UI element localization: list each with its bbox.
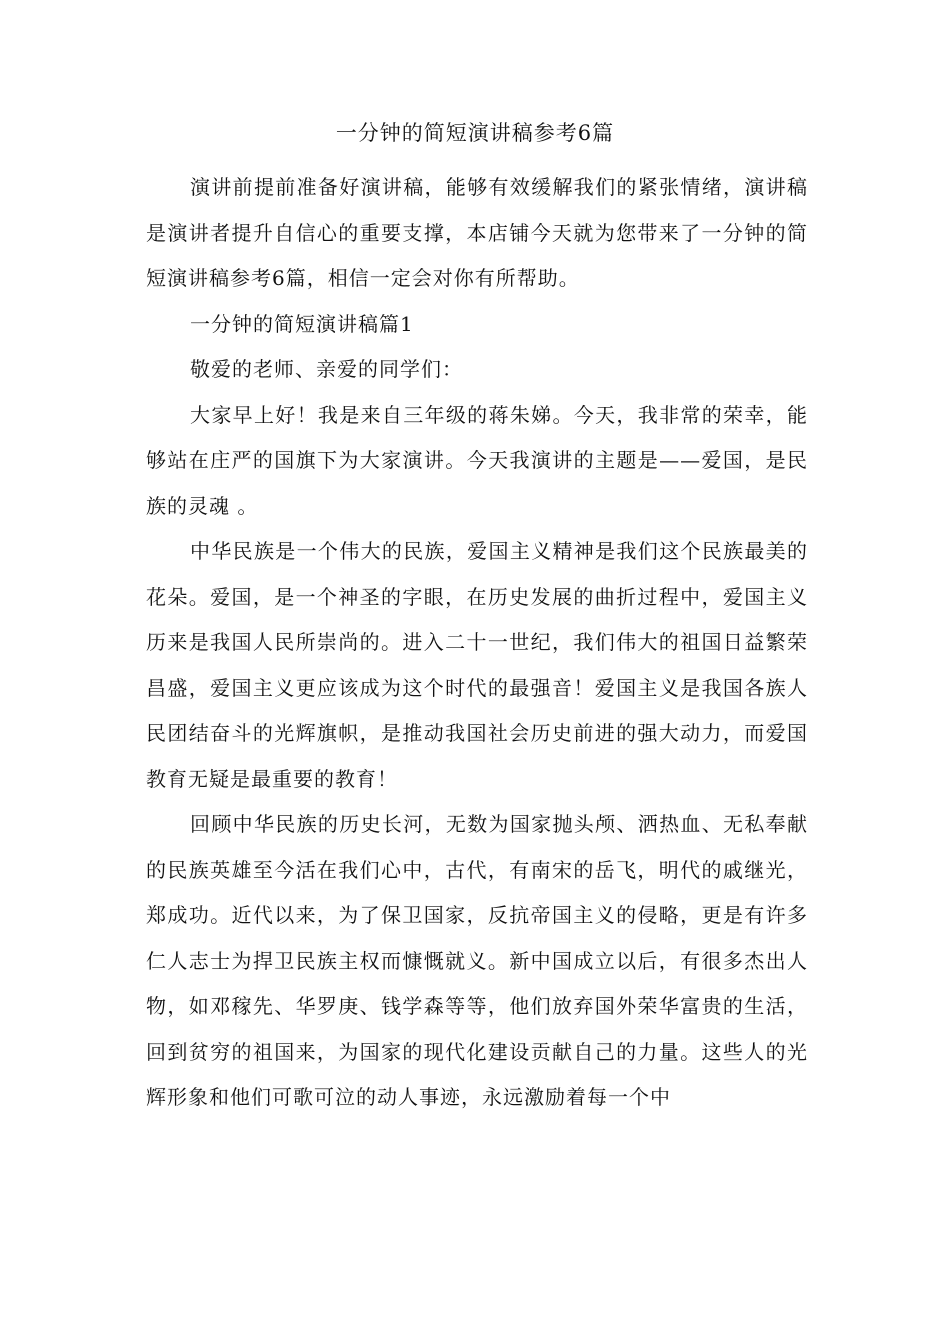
document-body: [146, 165, 808, 1121]
paragraph-intro: 演讲前提前准备好演讲稿，能够有效缓解我们的紧张情绪，演讲稿是演讲者提升自信心的重要支撑，本店铺今天就为您带来了一分钟的简短演讲稿参考6篇，相信一定会对你有所帮助。: [146, 175, 808, 290]
document-title: 一分钟的简短演讲稿参考6篇: [335, 121, 615, 145]
paragraph-patriotism: 中华民族是一个伟大的民族，爱国主义精神是我们这个民族最美的花朵。爱国，是一个神圣的字眼，在历史发展的曲折过程中，爱国主义历来是我国人民所崇尚的。进入二十一世纪，我们伟大的祖国日益繁荣昌盛，爱国主义更应该成为这个时代的最强音！爱国主义是我国各族人民团结奋斗的光辉旗帜，是推动我国社会历史前进的强大动力，而爱国教育无疑是最重要的教育！: [146, 539, 808, 791]
paragraph-salutation: 敬爱的老师、亲爱的同学们：: [190, 357, 463, 381]
paragraph-greeting: 大家早上好！我是来自三年级的蒋朱娣。今天，我非常的荣幸，能够站在庄严的国旗下为大家演讲。今天我演讲的主题是——爱国，是民族的灵魂 。: [146, 402, 808, 518]
paragraph-history: 回顾中华民族的历史长河，无数为国家抛头颅、洒热血、无私奉献的民族英雄至今活在我们心中，古代，有南宋的岳飞，明代的戚继光，郑成功。近代以来，为了保卫国家，反抗帝国主义的侵略，更是有许多仁人志士为捍卫民族主权而慷慨就义。新中国成立以后，有很多杰出人物，如邓稼先、华罗庚、钱学森等等，他们放弃国外荣华富贵的生活，回到贫穷的祖国来，为国家的现代化建设贡献自己的力量。这些人的光辉形象和他们可歌可泣的动人事迹，永远激励着每一个中: [146, 812, 808, 1109]
paragraph-section-heading: 一分钟的简短演讲稿篇1: [190, 311, 414, 336]
